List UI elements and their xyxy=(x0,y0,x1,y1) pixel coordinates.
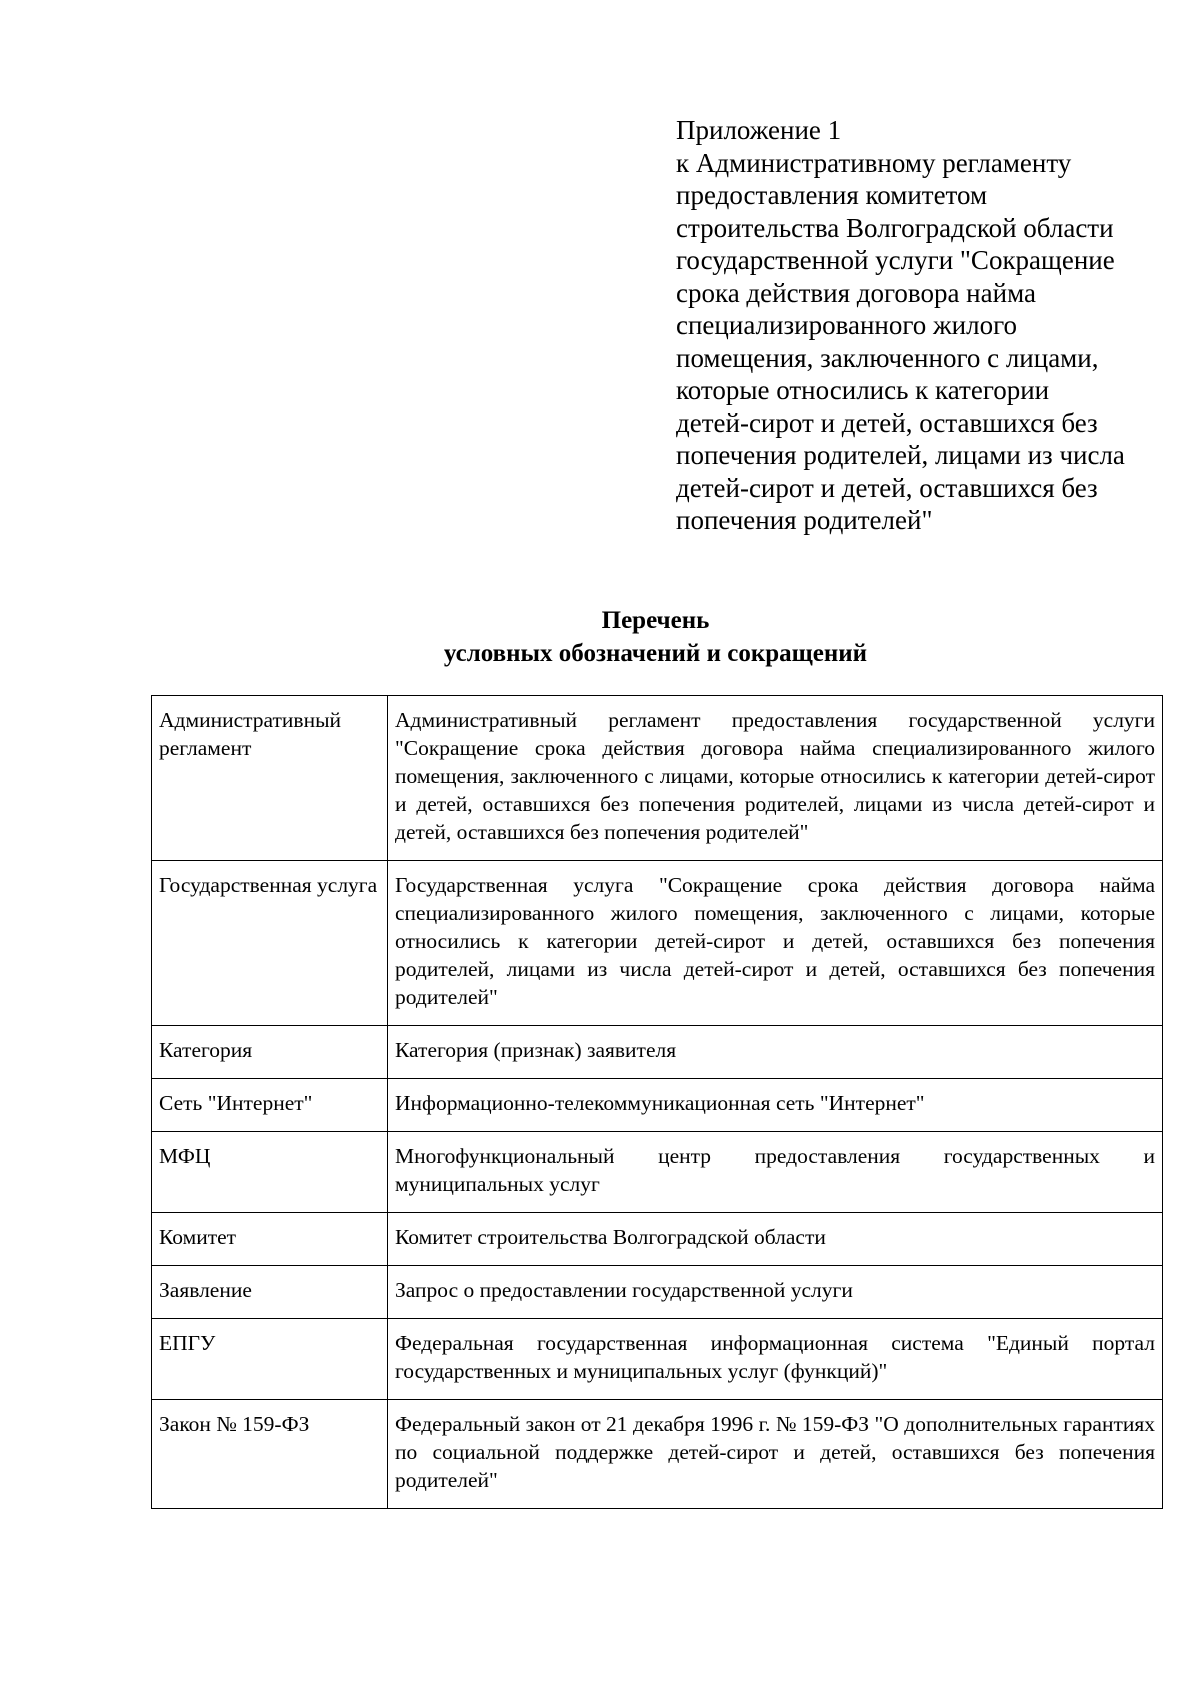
table-row xyxy=(152,1400,1163,1509)
title-line-2: условных обозначений и сокращений xyxy=(443,640,868,667)
appendix-line: строительства Волгоградской области xyxy=(676,212,1114,243)
appendix-line: предоставления комитетом xyxy=(676,180,988,210)
definition-cell: Информационно-телекоммуникационная сеть "Интернет" xyxy=(388,1079,1163,1132)
appendix-line: специализированного жилого xyxy=(676,310,1017,340)
term-cell: Сеть "Интернет" xyxy=(152,1079,388,1132)
term-cell: МФЦ xyxy=(152,1132,388,1213)
term-cell: Административный регламент xyxy=(152,696,388,861)
table-row xyxy=(152,1132,1163,1213)
definition-cell: Комитет строительства Волгоградской области xyxy=(388,1213,1163,1266)
title-line-1: Перечень xyxy=(601,607,710,634)
appendix-line: которые относились к категории xyxy=(676,375,1050,405)
term-cell: Заявление xyxy=(152,1266,388,1319)
definition-cell: Государственная услуга "Сокращение срока действия договора найма специализированного жилого помещения, заключенного с лицами, которые относились к категории детей-сирот и детей, оставшихся без попечения родителей, лицами из числа детей-сирот и детей, оставшихся без попечения родителей" xyxy=(388,861,1163,1026)
definition-cell: Запрос о предоставлении государственной услуги xyxy=(388,1266,1163,1319)
term-cell: Категория xyxy=(152,1026,388,1079)
table-row xyxy=(152,1026,1163,1079)
definition-cell: Федеральная государственная информационная система "Единый портал государственных и муниципальных услуг (функций)" xyxy=(388,1319,1163,1400)
appendix-line: срока действия договора найма xyxy=(676,277,1036,308)
appendix-line: детей-сирот и детей, оставшихся без xyxy=(676,472,1098,503)
term-cell: Комитет xyxy=(152,1213,388,1266)
abbreviations-table xyxy=(151,695,1163,1509)
definition-cell: Федеральный закон от 21 декабря 1996 г. № 159-ФЗ "О дополнительных гарантиях по социальной поддержке детей-сирот и детей, оставшихся без попечения родителей" xyxy=(388,1400,1163,1509)
table-row xyxy=(152,1213,1163,1266)
table-row xyxy=(152,861,1163,1026)
appendix-line: к Административному регламенту xyxy=(676,147,1072,178)
document-title xyxy=(150,604,1161,670)
definition-cell: Категория (признак) заявителя xyxy=(388,1026,1163,1079)
appendix-line: детей-сирот и детей, оставшихся без xyxy=(676,407,1098,438)
table-row xyxy=(152,1266,1163,1319)
appendix-line: попечения родителей" xyxy=(676,505,933,535)
term-cell: Государственная услуга xyxy=(152,861,388,1026)
appendix-line: попечения родителей, лицами из числа xyxy=(676,440,1125,470)
appendix-line: государственной услуги "Сокращение xyxy=(676,245,1115,275)
appendix-line: Приложение 1 xyxy=(676,115,842,145)
appendix-line: помещения, заключенного с лицами, xyxy=(676,342,1099,373)
definition-cell: Многофункциональный центр предоставления государственных и муниципальных услуг xyxy=(388,1132,1163,1213)
term-cell: ЕПГУ xyxy=(152,1319,388,1400)
table-row xyxy=(152,1319,1163,1400)
table-row xyxy=(152,696,1163,861)
appendix-header xyxy=(676,114,1176,537)
definition-cell: Административный регламент предоставления государственной услуги "Сокращение срока действия договора найма специализированного жилого помещения, заключенного с лицами, которые относились к категории детей-сирот и детей, оставшихся без попечения родителей, лицами из числа детей-сирот и детей, оставшихся без попечения родителей" xyxy=(388,696,1163,861)
term-cell: Закон № 159-ФЗ xyxy=(152,1400,388,1509)
table-row xyxy=(152,1079,1163,1132)
